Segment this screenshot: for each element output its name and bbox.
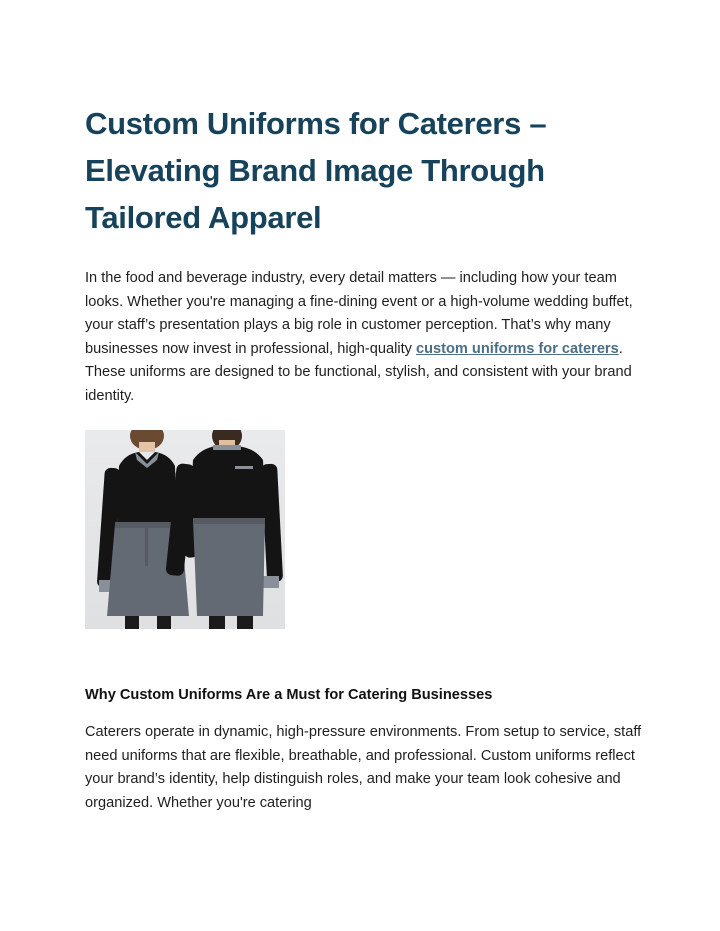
document-page bbox=[85, 100, 645, 815]
article-title: Custom Uniforms for Caterers – Elevating Brand Image Through Tailored Apparel bbox=[85, 106, 547, 235]
intro-paragraph bbox=[85, 267, 645, 408]
section-heading: Why Custom Uniforms Are a Must for Catering Businesses bbox=[85, 687, 493, 703]
uniforms-photo bbox=[85, 430, 285, 629]
custom-uniforms-link[interactable]: custom uniforms for caterers bbox=[415, 340, 619, 357]
catering-staff-illustration bbox=[85, 430, 285, 629]
section-paragraph: Caterers operate in dynamic, high-pressure environments. From setup to service, staff need uniforms that are flexible, breathable, and professional. Custom uniforms reflect your brand’s identity, help distinguish roles, and make your team look cohesive and organized. Whether you're catering bbox=[85, 724, 642, 811]
intro-text-start: In the food and beverage industry, every detail matters — including how your team looks. Whether you're managing a fine-dining event or a high-volume wedding buffet, your staff’s presentation plays a big role in customer perception. That’s why many businesses now invest in professional, high-quality bbox=[85, 270, 633, 357]
intro-text-end: . These uniforms are designed to be functional, stylish, and consistent with your brand identity. bbox=[85, 340, 632, 404]
